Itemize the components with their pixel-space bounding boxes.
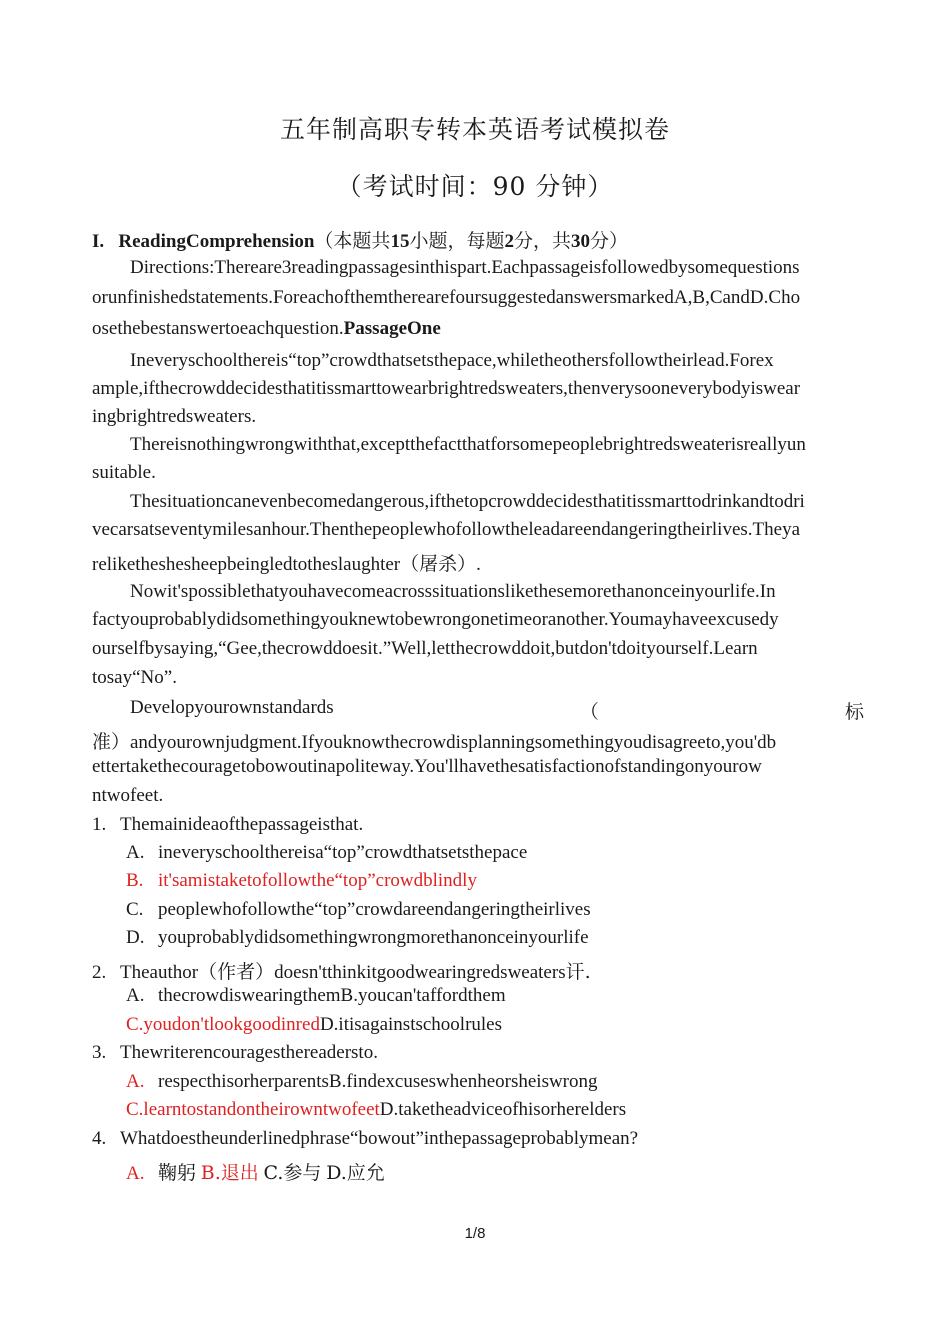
question-1-option-a: A. ineveryschoolthereisa“top”crowdthatsetsthepace (126, 842, 528, 863)
question-2-options-row: A. thecrowdiswearingthemB.youcan'taffordthem (126, 985, 506, 1006)
passage-label: PassageOne (343, 318, 441, 339)
question-2-stem: 2. Theauthor（作者）doesn'tthinkitgoodwearingredsweaters讦. (92, 961, 591, 983)
passage-line: reliketheshesheepbeingledtotheslaughter（屠杀）. (92, 554, 481, 575)
question-4-options-row: A. 鞠躬 B.退出 C.参与 D.应允 (126, 1162, 385, 1184)
question-1-stem: 1. Themainideaofthepassageisthat. (92, 814, 364, 835)
passage-line: ntwofeet. (92, 785, 164, 806)
passage-line: ettertakethecouragetobowoutinapoliteway.You'llhavethesatisfactionofstandingonyourow (92, 756, 762, 777)
page-number: 1/8 (464, 1225, 486, 1242)
passage-line: 准）andyourownjudgment.Ifyouknowthecrowdisplanningsomethingyoudisagreeto,you'db (92, 732, 777, 753)
page-title: 五年制高职专转本英语考试模拟卷 (279, 115, 670, 144)
passage-line: ample,ifthecrowddecidesthatitissmarttowearbrightredsweaters,thenverysooneverybodyiswear (92, 378, 801, 399)
passage-line: Thesituationcanevenbecomedangerous,ifthetopcrowddecidesthatitissmarttodrinkandtodri (130, 491, 805, 512)
directions-line: orunfinishedstatements.ForeachofthemtherearefoursuggestedanswersmarkedA,B,CandD.Cho (92, 287, 801, 308)
question-1-option-d: D. youprobablydidsomethingwrongmorethanonceinyourlife (126, 927, 589, 948)
passage-line: Nowit'spossiblethatyouhavecomeacrosssituationslikethesemorethanonceinyourlife.In (130, 581, 776, 602)
passage-line: suitable. (92, 462, 156, 483)
passage-line: ourselfbysaying,“Gee,thecrowddoesit.”Well,letthecrowddoit,butdon'tdoityourself.Learn (92, 638, 758, 659)
question-1-option-c: C. peoplewhofollowthe“top”crowdareendangeringtheirlives (126, 899, 591, 920)
question-4-stem: 4. Whatdoestheunderlinedphrase“bowout”inthepassageprobablymean? (92, 1128, 639, 1149)
passage-line: Thereisnothingwrongwiththat,exceptthefactthatforsomepeoplebrightredsweaterisreallyun (130, 434, 806, 455)
section-heading: I. ReadingComprehension（本题共15小题，每题2分，共30分） (92, 230, 628, 252)
section-number: I. (92, 231, 105, 252)
question-3-stem: 3. Thewriterencouragesthereadersto. (92, 1042, 378, 1063)
page-subtitle: （考试时间：90 分钟） (336, 172, 614, 201)
question-3-options-row: C.learntostandontheirowntwofeetD.taketheadviceofhisorherelders (126, 1099, 627, 1120)
passage-line: Ineveryschoolthereis“top”crowdthatsetsthepace,whiletheothersfollowtheirlead.Forex (130, 350, 774, 371)
directions-line: Directions:Thereare3readingpassagesinthispart.Eachpassageisfollowedbysomequestions (130, 257, 800, 278)
passage-line: ingbrightredsweaters. (92, 406, 257, 427)
question-1-option-b: B. it'samistaketofollowthe“top”crowdblindly (126, 870, 477, 891)
passage-line: factyouprobablydidsomethingyouknewtobewrongonetimeoranother.Youmayhaveexcusedy (92, 609, 779, 630)
directions-line: osethebestanswertoeachquestion.PassageOne (92, 318, 441, 339)
passage-line: Developyourownstandards （ 标 (130, 697, 864, 723)
passage-line: tosay“No”. (92, 667, 177, 688)
question-2-options-row: C.youdon'tlookgoodinredD.itisagainstschoolrules (126, 1014, 503, 1035)
passage-line: vecarsatseventymilesanhour.Thenthepeoplewhofollowtheleadareendangeringtheirlives.Theya (92, 519, 801, 540)
question-3-options-row: A. respecthisorherparentsB.findexcuseswhenheorsheiswrong (126, 1071, 598, 1092)
section-name: ReadingComprehension (118, 231, 315, 252)
